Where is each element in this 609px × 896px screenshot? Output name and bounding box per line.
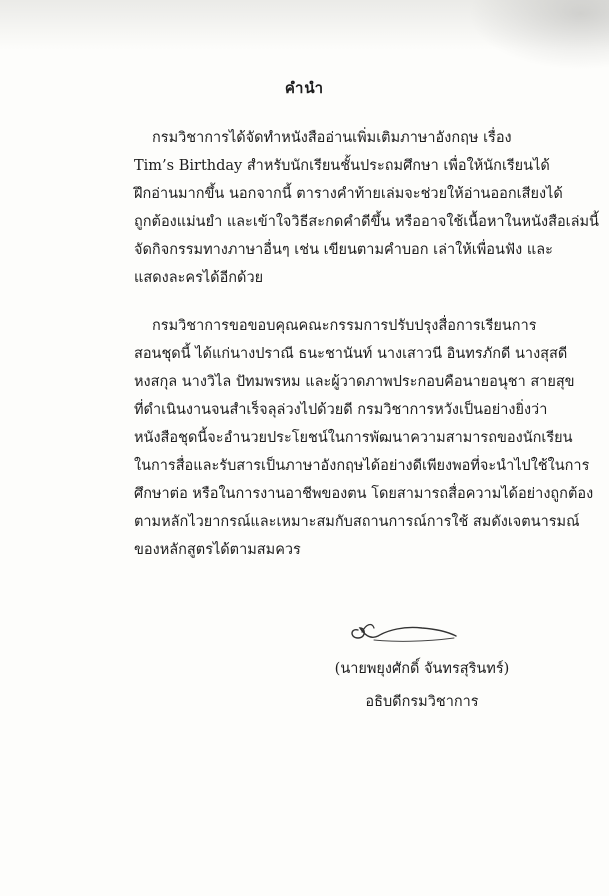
- paragraph-line: ในการสื่อและรับสารเป็นภาษาอังกฤษได้อย่างดีเพียงพอที่จะนำไปใช้ในการ: [134, 458, 590, 474]
- paragraph-line: หงสกุล นางวิไล ปัทมพรหม และผู้วาดภาพประกอบคือนายอนุชา สายสุข: [134, 374, 575, 390]
- paragraph-line: ศึกษาต่อ หรือในการงานอาชีพของตน โดยสามารถสื่อความได้อย่างถูกต้อง: [134, 486, 594, 502]
- paragraph-line: ถูกต้องแม่นยำ และเข้าใจวิธีสะกดคำดีขึ้น หรืออาจใช้เนื้อหาในหนังสือเล่มนี้: [134, 214, 599, 230]
- paragraph-line: กรมวิชาการขอขอบคุณคณะกรรมการปรับปรุงสื่อการเรียนการ: [152, 318, 537, 334]
- paragraph-line: ของหลักสูตรได้ตามสมควร: [134, 542, 301, 558]
- paragraph-line: หนังสือชุดนี้จะอำนวยประโยชน์ในการพัฒนาความสามารถของนักเรียน: [134, 430, 573, 446]
- paragraph-line: ตามหลักไวยากรณ์และเหมาะสมกับสถานการณ์การใช้ สมดังเจตนารมณ์: [134, 514, 580, 530]
- signer-position: อธิบดีกรมวิชาการ: [365, 694, 479, 710]
- paragraph-line: ที่ดำเนินงานจนสำเร็จลุล่วงไปด้วยดี กรมวิชาการหวังเป็นอย่างยิ่งว่า: [134, 402, 548, 418]
- scan-shadow: [469, 0, 609, 70]
- page-title: คำนำ: [284, 79, 325, 97]
- paragraph-line: สอนชุดนี้ ได้แก่นางปราณี ธนะชานันท์ นางเสาวนี อินทรภักดี นางสุสดี: [134, 346, 568, 362]
- paragraph-line: กรมวิชาการได้จัดทำหนังสืออ่านเพิ่มเติมภาษาอังกฤษ เรื่อง: [152, 130, 512, 146]
- paragraph-1: [134, 124, 599, 292]
- handwritten-signature: [344, 616, 464, 652]
- signer-name: (นายพยุงศักดิ์ จันทรสุรินทร์): [334, 661, 510, 677]
- paragraph-line: แสดงละครได้อีกด้วย: [134, 270, 264, 286]
- paragraph-line: Tim’s Birthday สำหรับนักเรียนชั้นประถมศึกษา เพื่อให้นักเรียนได้: [134, 158, 550, 174]
- paragraph-2: [134, 312, 594, 564]
- paragraph-line: จัดกิจกรรมทางภาษาอื่นๆ เช่น เขียนตามคำบอก เล่าให้เพื่อนฟัง และ: [134, 242, 553, 258]
- paragraph-line: ฝึกอ่านมากขึ้น นอกจากนี้ ตารางคำท้ายเล่มจะช่วยให้อ่านออกเสียงได้: [134, 186, 563, 202]
